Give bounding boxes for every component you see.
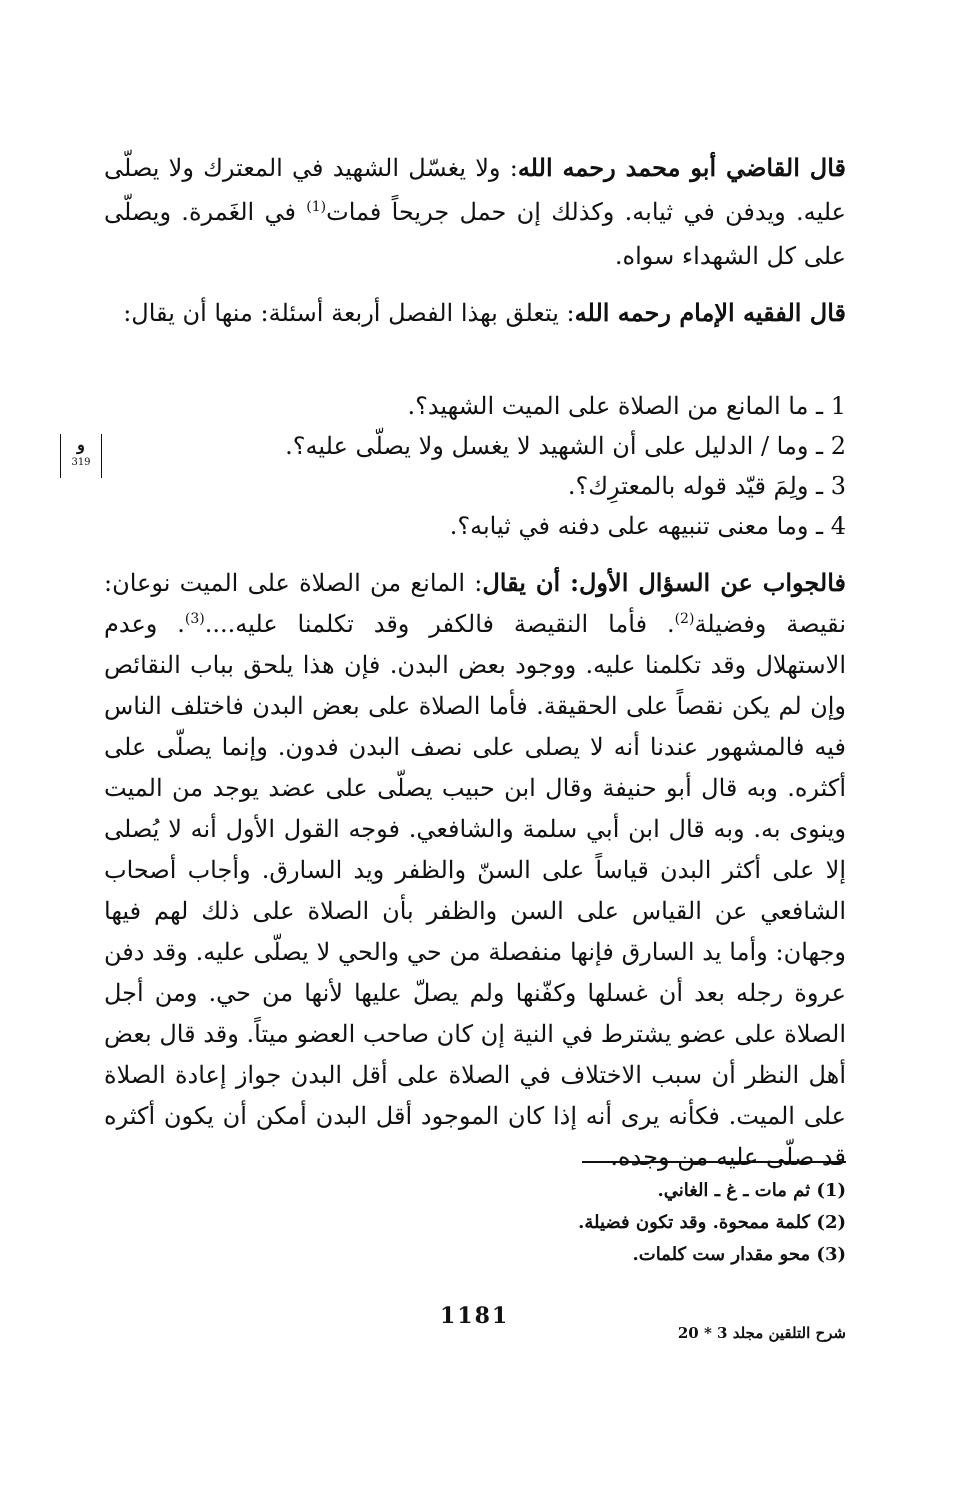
question-item: 1 ـ ما المانع من الصلاة على الميت الشهيد؟. bbox=[407, 392, 846, 420]
question-item: 4 ـ وما معنى تنبيهه على دفنه في ثيابه؟. bbox=[449, 512, 846, 540]
paragraph1-text-a: : ولا يغسّل الشهيد في المعترك ولا يصلّى عليه. ويدفن في ثيابه. وكذلك إن حمل جريحاً فمات bbox=[104, 154, 846, 226]
questions-list bbox=[104, 386, 846, 546]
manuscript-folio-marker bbox=[60, 434, 102, 478]
answer-text-1: : المانع من الصلاة على الميت نوعان: نقيصة وفضيلة bbox=[104, 569, 847, 638]
answer-text-3: . وعدم الاستهلال وقد تكلمنا عليه. ووجود بعض البدن. فإن هذا يلحق بباب النقائص وإن لم يكن نقصاً على الحقيقة. فأما الصلاة على بعض البدن فاختلف الناس فيه فالمشهور عندنا أنه لا يصلى على نصف البدن فدون. وإنما يصلّى على أكثره. وبه قال أبو حنيفة وقال ابن حبيب يصلّى على عضد يوجد من الميت وينوى به. وبه قال ابن أبي سلمة والشافعي. فوجه القول الأول أنه لا يُصلى إلا على أكثر البدن قياساً على السنّ والظفر ويد السارق. وأجاب أصحاب الشافعي عن القياس على السن والظفر بأن الصلاة على ذلك لهم فيها وجهان: وأما يد السارق فإنها منفصلة من حي والحي لا يصلّى عليه. وقد دفن عروة رجله بعد أن غسلها وكفّنها ولم يصلّ عليها لأنها من حي. ومن أجل الصلاة على عضو يشترط في النية إن كان صاحب العضو ميتاً. وقد قال بعض أهل النظر أن سبب الاختلاف في الصلاة على أقل البدن جواز إعادة الصلاة على الميت. فكأنه يرى أنه إذا كان الموجود أقل البدن أمكن أن يكون أكثره قد صلّى عليه من وجده. bbox=[104, 610, 847, 1171]
paragraph2-text: : يتعلق بهذا الفصل أربعة أسئلة: منها أن يقال: bbox=[123, 299, 575, 327]
paragraph-qadi-statement bbox=[104, 146, 846, 278]
footnote-number: (3) bbox=[816, 1244, 846, 1265]
page-number: 1181 bbox=[440, 1303, 510, 1329]
folio-letter: و bbox=[77, 435, 85, 454]
footnote-text: محو مقدار ست كلمات. bbox=[632, 1244, 811, 1265]
question-item: 2 ـ وما / الدليل على أن الشهيد لا يغسل ولا يصلّى عليه؟. bbox=[285, 432, 846, 460]
footnote-ref-3[interactable]: (3) bbox=[184, 611, 205, 627]
answer-lead: فالجواب عن السؤال الأول: أن يقال bbox=[482, 568, 846, 597]
footnote-ref-1[interactable]: (1) bbox=[306, 199, 327, 215]
footnote-item bbox=[400, 1207, 846, 1239]
footnote-item bbox=[400, 1175, 846, 1207]
paragraph-faqih-intro bbox=[104, 291, 846, 335]
footnote-separator bbox=[582, 1161, 846, 1163]
speaker-faqih: قال الفقيه الإمام رحمه الله bbox=[574, 298, 846, 327]
paragraph-answer-first-question bbox=[104, 562, 846, 1178]
answer-text-2: . فأما النقيصة فالكفر وقد تكلمنا عليه.... bbox=[204, 610, 675, 638]
footnote-item bbox=[400, 1239, 846, 1271]
footnotes bbox=[400, 1175, 846, 1271]
footnote-text: ثم مات ـ غ ـ الغاني. bbox=[657, 1180, 811, 1201]
footnote-text: كلمة ممحوة. وقد تكون فضيلة. bbox=[578, 1212, 811, 1233]
book-signature: شرح التلقين مجلد 3 * 20 bbox=[677, 1324, 846, 1342]
folio-number: 319 bbox=[71, 457, 91, 468]
paragraph1-text-b: في الغَمرة. ويصلّى على كل الشهداء سواه. bbox=[104, 198, 846, 270]
footnote-ref-2[interactable]: (2) bbox=[674, 611, 695, 627]
footnote-number: (2) bbox=[816, 1212, 846, 1233]
speaker-qadi: قال القاضي أبو محمد رحمه الله bbox=[517, 153, 847, 182]
footnote-number: (1) bbox=[816, 1180, 846, 1201]
question-item: 3 ـ ولِمَ قيّد قوله بالمعترِك؟. bbox=[567, 472, 846, 500]
